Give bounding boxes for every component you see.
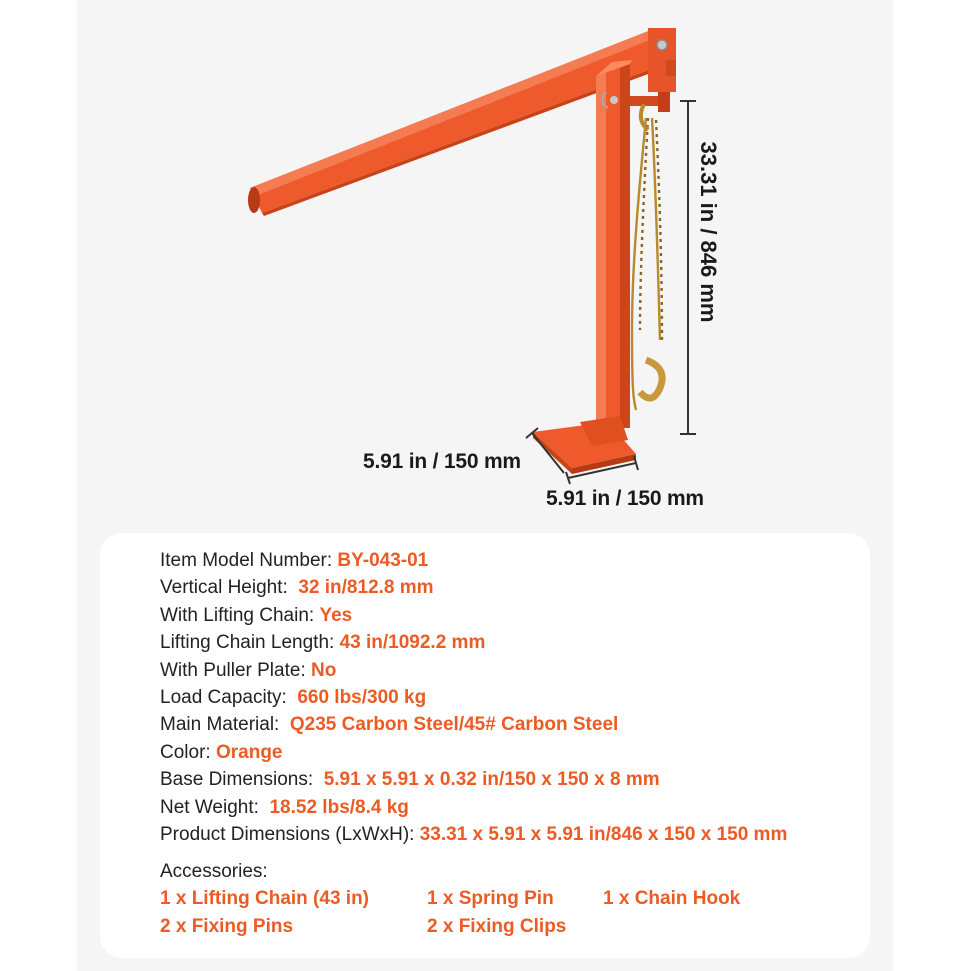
spec-row-lifting-chain: With Lifting Chain: Yes (160, 604, 353, 626)
accessory-fixing-pins: 2 x Fixing Pins (160, 916, 294, 937)
spec-list (160, 547, 787, 848)
base-depth-label: 5.91 in / 150 mm (363, 450, 521, 473)
spec-row-base-dimensions: Base Dimensions: 5.91 x 5.91 x 0.32 in/150 x 150 x 8 mm (160, 769, 660, 791)
accessory-lifting-chain: 1 x Lifting Chain (43 in) (160, 888, 370, 909)
specifications-card (100, 533, 870, 958)
accessories-title: Accessories: (160, 861, 268, 882)
spec-row-vertical-height: Vertical Height: 32 in/812.8 mm (160, 577, 434, 599)
spec-row-net-weight: Net Weight: 18.52 lbs/8.4 kg (160, 796, 409, 818)
accessory-chain-hook: 1 x Chain Hook (603, 888, 741, 909)
spec-row-load-capacity: Load Capacity: 660 lbs/300 kg (160, 686, 427, 708)
spec-row-puller-plate: With Puller Plate: No (160, 659, 337, 681)
height-dimension-label: 33.31 in / 846 mm (696, 141, 721, 323)
base-width-label: 5.91 in / 150 mm (546, 487, 704, 510)
spec-row-main-material: Main Material: Q235 Carbon Steel/45# Carbon Steel (160, 714, 619, 736)
spec-row-model: Item Model Number: BY-043-01 (160, 550, 429, 571)
spec-row-color: Color: Orange (160, 741, 283, 763)
accessory-fixing-clips: 2 x Fixing Clips (427, 916, 567, 937)
spec-row-chain-length: Lifting Chain Length: 43 in/1092.2 mm (160, 632, 486, 654)
height-dimension-line (680, 101, 696, 434)
spec-row-product-dimensions: Product Dimensions (LxWxH): 33.31 x 5.91 x 5.91 in/846 x 150 x 150 mm (160, 823, 788, 845)
top-bracket (648, 28, 676, 92)
accessory-spring-pin: 1 x Spring Pin (427, 888, 554, 909)
base-plate (533, 416, 636, 474)
